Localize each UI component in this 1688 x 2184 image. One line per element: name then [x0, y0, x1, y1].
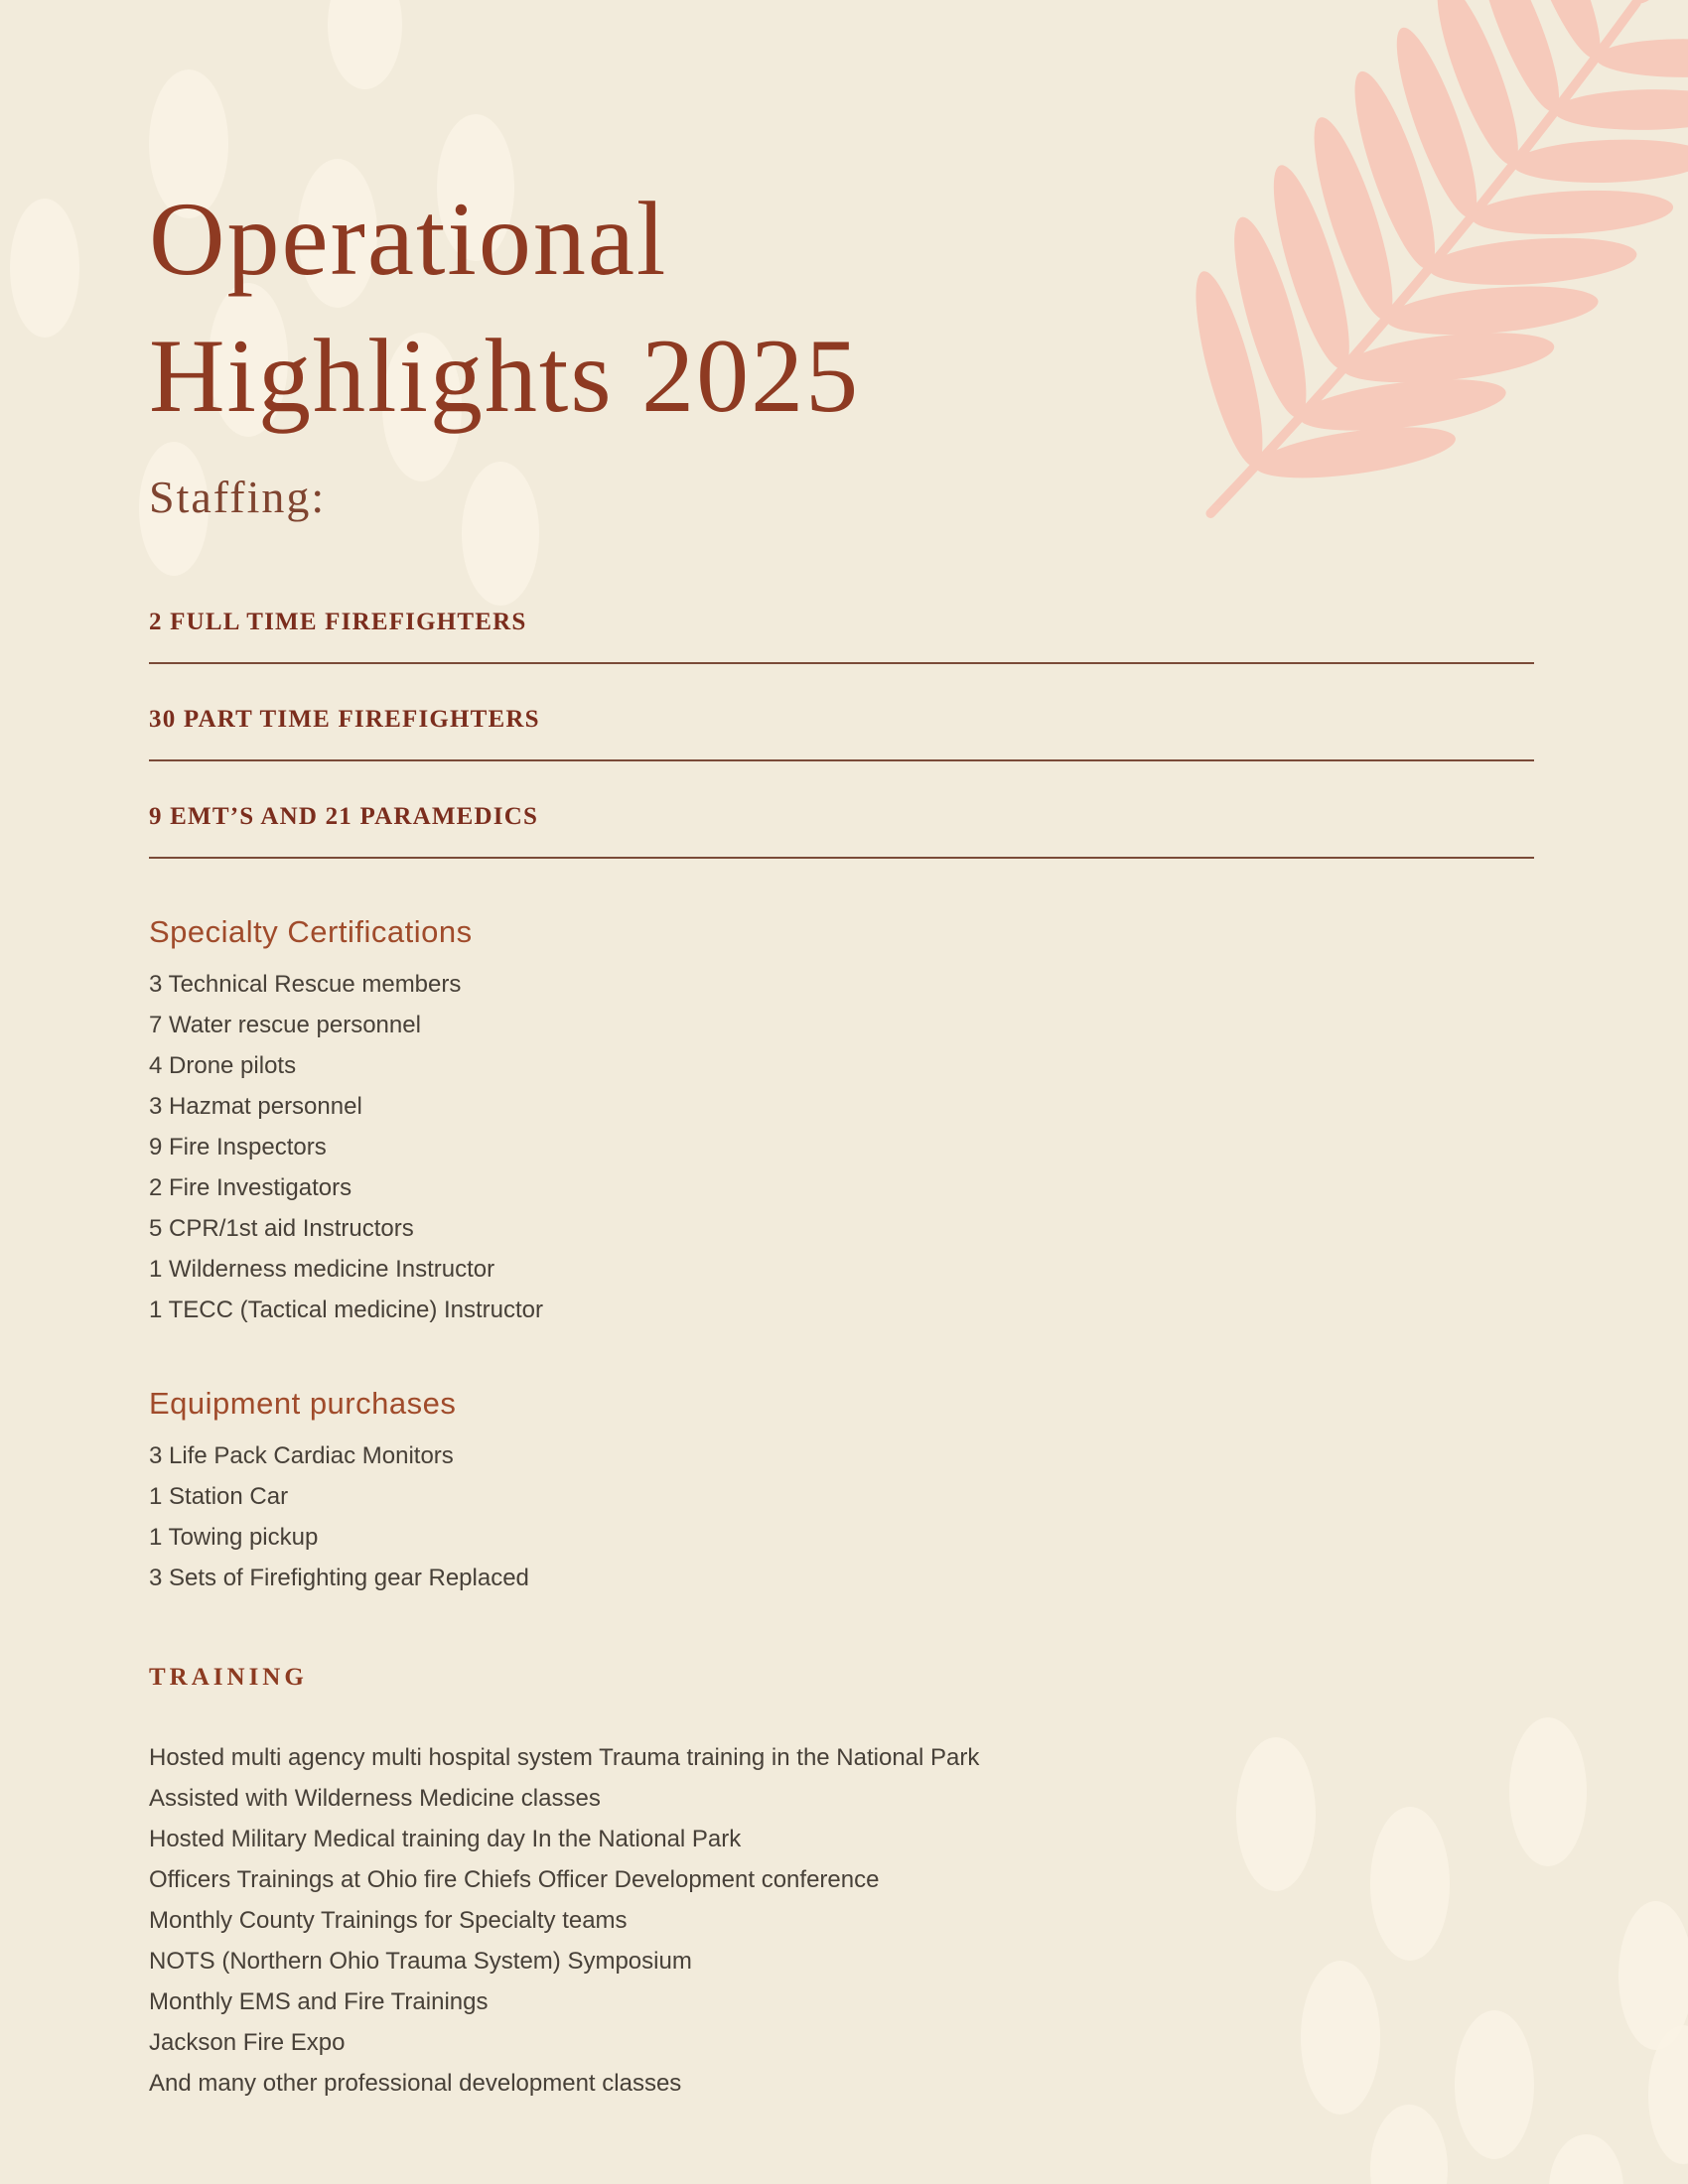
list-item: Jackson Fire Expo — [149, 2028, 346, 2056]
staffing-block — [149, 609, 1539, 664]
staffing-subtitle: Staffing: — [149, 471, 327, 522]
list-item: And many other professional development classes — [149, 2069, 682, 2097]
staffing-block — [149, 803, 1539, 859]
list-item: 1 Towing pickup — [149, 1523, 319, 1551]
list-item: 5 CPR/1st aid Instructors — [149, 1214, 414, 1242]
specialty-heading: Specialty Certifications — [149, 913, 473, 949]
page-title-line1: Operational — [149, 181, 668, 297]
training-list — [149, 1737, 1539, 2104]
list-item: Assisted with Wilderness Medicine classes — [149, 1784, 601, 1812]
equipment-list — [149, 1435, 1539, 1598]
list-item: 9 Fire Inspectors — [149, 1133, 327, 1160]
list-item: 4 Drone pilots — [149, 1051, 297, 1079]
list-item: 3 Technical Rescue members — [149, 970, 462, 998]
section-divider — [149, 759, 1534, 761]
staffing-section — [149, 609, 1539, 859]
staffing-block — [149, 706, 1539, 761]
list-item: Monthly EMS and Fire Trainings — [149, 1987, 489, 2015]
list-item: 1 Wilderness medicine Instructor — [149, 1255, 495, 1283]
section-divider — [149, 857, 1534, 859]
list-item: 2 Fire Investigators — [149, 1173, 352, 1201]
list-item: Officers Trainings at Ohio fire Chiefs Officer Development conference — [149, 1865, 880, 1893]
list-item: 3 Hazmat personnel — [149, 1092, 362, 1120]
page-title-line2: Highlights 2025 — [149, 317, 861, 434]
page-title — [149, 171, 1539, 445]
list-item: Monthly County Trainings for Specialty teams — [149, 1906, 628, 1934]
decorative-dot — [10, 199, 79, 338]
list-item: Hosted multi agency multi hospital system Trauma training in the National Park — [149, 1743, 980, 1771]
section-divider — [149, 662, 1534, 664]
specialty-list — [149, 964, 1539, 1330]
specialty-section — [149, 914, 1539, 1330]
staffing-item: 30 PART TIME FIREFIGHTERS — [149, 705, 540, 733]
list-item: Hosted Military Medical training day In the National Park — [149, 1825, 742, 1852]
list-item: 1 Station Car — [149, 1482, 289, 1510]
list-item: 3 Life Pack Cardiac Monitors — [149, 1441, 454, 1469]
training-heading: TRAINING — [149, 1663, 308, 1691]
list-item: 3 Sets of Firefighting gear Replaced — [149, 1564, 529, 1591]
decorative-dot — [1370, 2105, 1448, 2184]
decorative-dot — [1549, 2134, 1623, 2184]
staffing-item: 2 FULL TIME FIREFIGHTERS — [149, 608, 527, 635]
main-content — [149, 0, 1539, 2104]
list-item: NOTS (Northern Ohio Trauma System) Symposium — [149, 1947, 692, 1975]
training-section — [149, 1664, 1539, 2104]
equipment-heading: Equipment purchases — [149, 1385, 457, 1421]
list-item: 1 TECC (Tactical medicine) Instructor — [149, 1296, 544, 1323]
staffing-item: 9 EMT’S AND 21 PARAMEDICS — [149, 802, 539, 830]
list-item: 7 Water rescue personnel — [149, 1011, 421, 1038]
equipment-section — [149, 1386, 1539, 1598]
